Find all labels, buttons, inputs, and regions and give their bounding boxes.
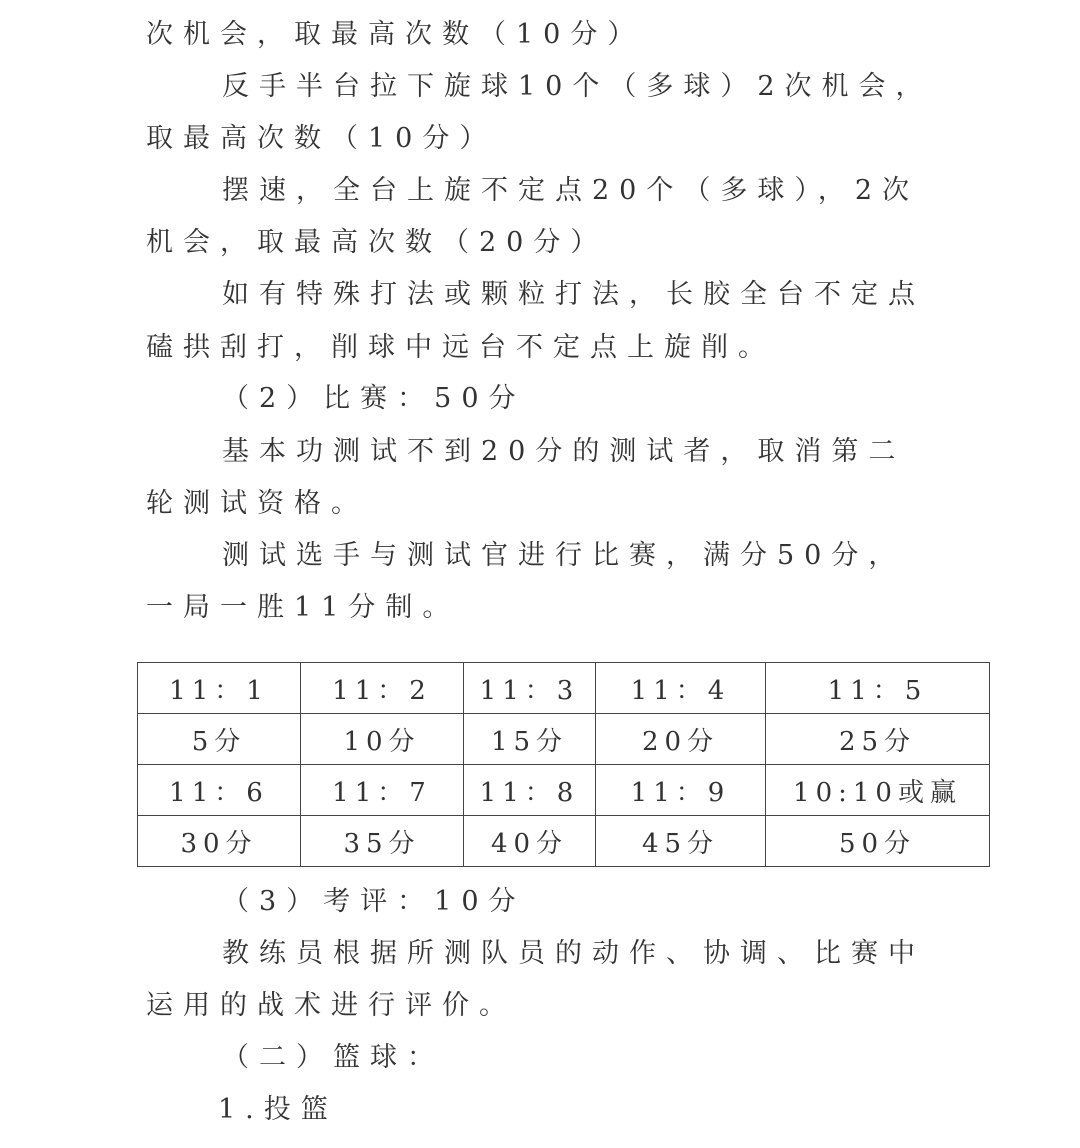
table-cell: 40分: [464, 816, 596, 867]
table-row: [138, 816, 990, 867]
table-cell: 50分: [766, 816, 990, 867]
text-line-4: 摆速，全台上旋不定点20个（多球），2次: [222, 175, 920, 206]
table-cell: 11：1: [138, 663, 301, 714]
table-cell: 11：3: [464, 663, 596, 714]
text-line-1: 次机会，取最高次数（10分）: [146, 19, 645, 50]
text-line-14: 教练员根据所测队员的动作、协调、比赛中: [222, 938, 925, 969]
table-cell: 30分: [138, 816, 301, 867]
table-row: [138, 663, 990, 714]
text-line-12: 一局一胜11分制。: [146, 592, 460, 623]
text-line-6: 如有特殊打法或颗粒打法，长胶全台不定点: [222, 279, 925, 310]
table-cell: 10分: [301, 714, 464, 765]
section-heading-evaluation: （3）考评：10分: [222, 886, 526, 917]
table-cell: 11：5: [766, 663, 990, 714]
table-cell: 11：6: [138, 765, 301, 816]
table-cell: 25分: [766, 714, 990, 765]
table-cell: 10:10或赢: [766, 765, 990, 816]
table-cell: 11：7: [301, 765, 464, 816]
table-row: [138, 714, 990, 765]
text-line-7: 磕拱刮打，削球中远台不定点上旋削。: [146, 332, 775, 363]
text-line-2: 反手半台拉下旋球10个（多球）2次机会，: [222, 71, 933, 102]
text-line-11: 测试选手与测试官进行比赛，满分50分，: [222, 540, 906, 571]
text-line-5: 机会，取最高次数（20分）: [146, 227, 608, 258]
table-cell: 35分: [301, 816, 464, 867]
table-row: [138, 765, 990, 816]
table-cell: 15分: [464, 714, 596, 765]
table-cell: 11：2: [301, 663, 464, 714]
table-cell: 5分: [138, 714, 301, 765]
text-line-3: 取最高次数（10分）: [146, 123, 497, 154]
section-heading-match: （2）比赛：50分: [222, 383, 526, 414]
subsection-heading-shooting: 1.投篮: [218, 1094, 338, 1125]
text-line-15: 运用的战术进行评价。: [146, 990, 516, 1021]
table-cell: 11：4: [596, 663, 766, 714]
text-line-10: 轮测试资格。: [146, 488, 368, 519]
table-cell: 11：9: [596, 765, 766, 816]
text-line-9: 基本功测试不到20分的测试者，取消第二: [222, 436, 906, 467]
table-cell: 11：8: [464, 765, 596, 816]
table-cell: 45分: [596, 816, 766, 867]
score-table: [137, 662, 990, 867]
section-heading-basketball: （二）篮球：: [222, 1042, 444, 1073]
table-cell: 20分: [596, 714, 766, 765]
